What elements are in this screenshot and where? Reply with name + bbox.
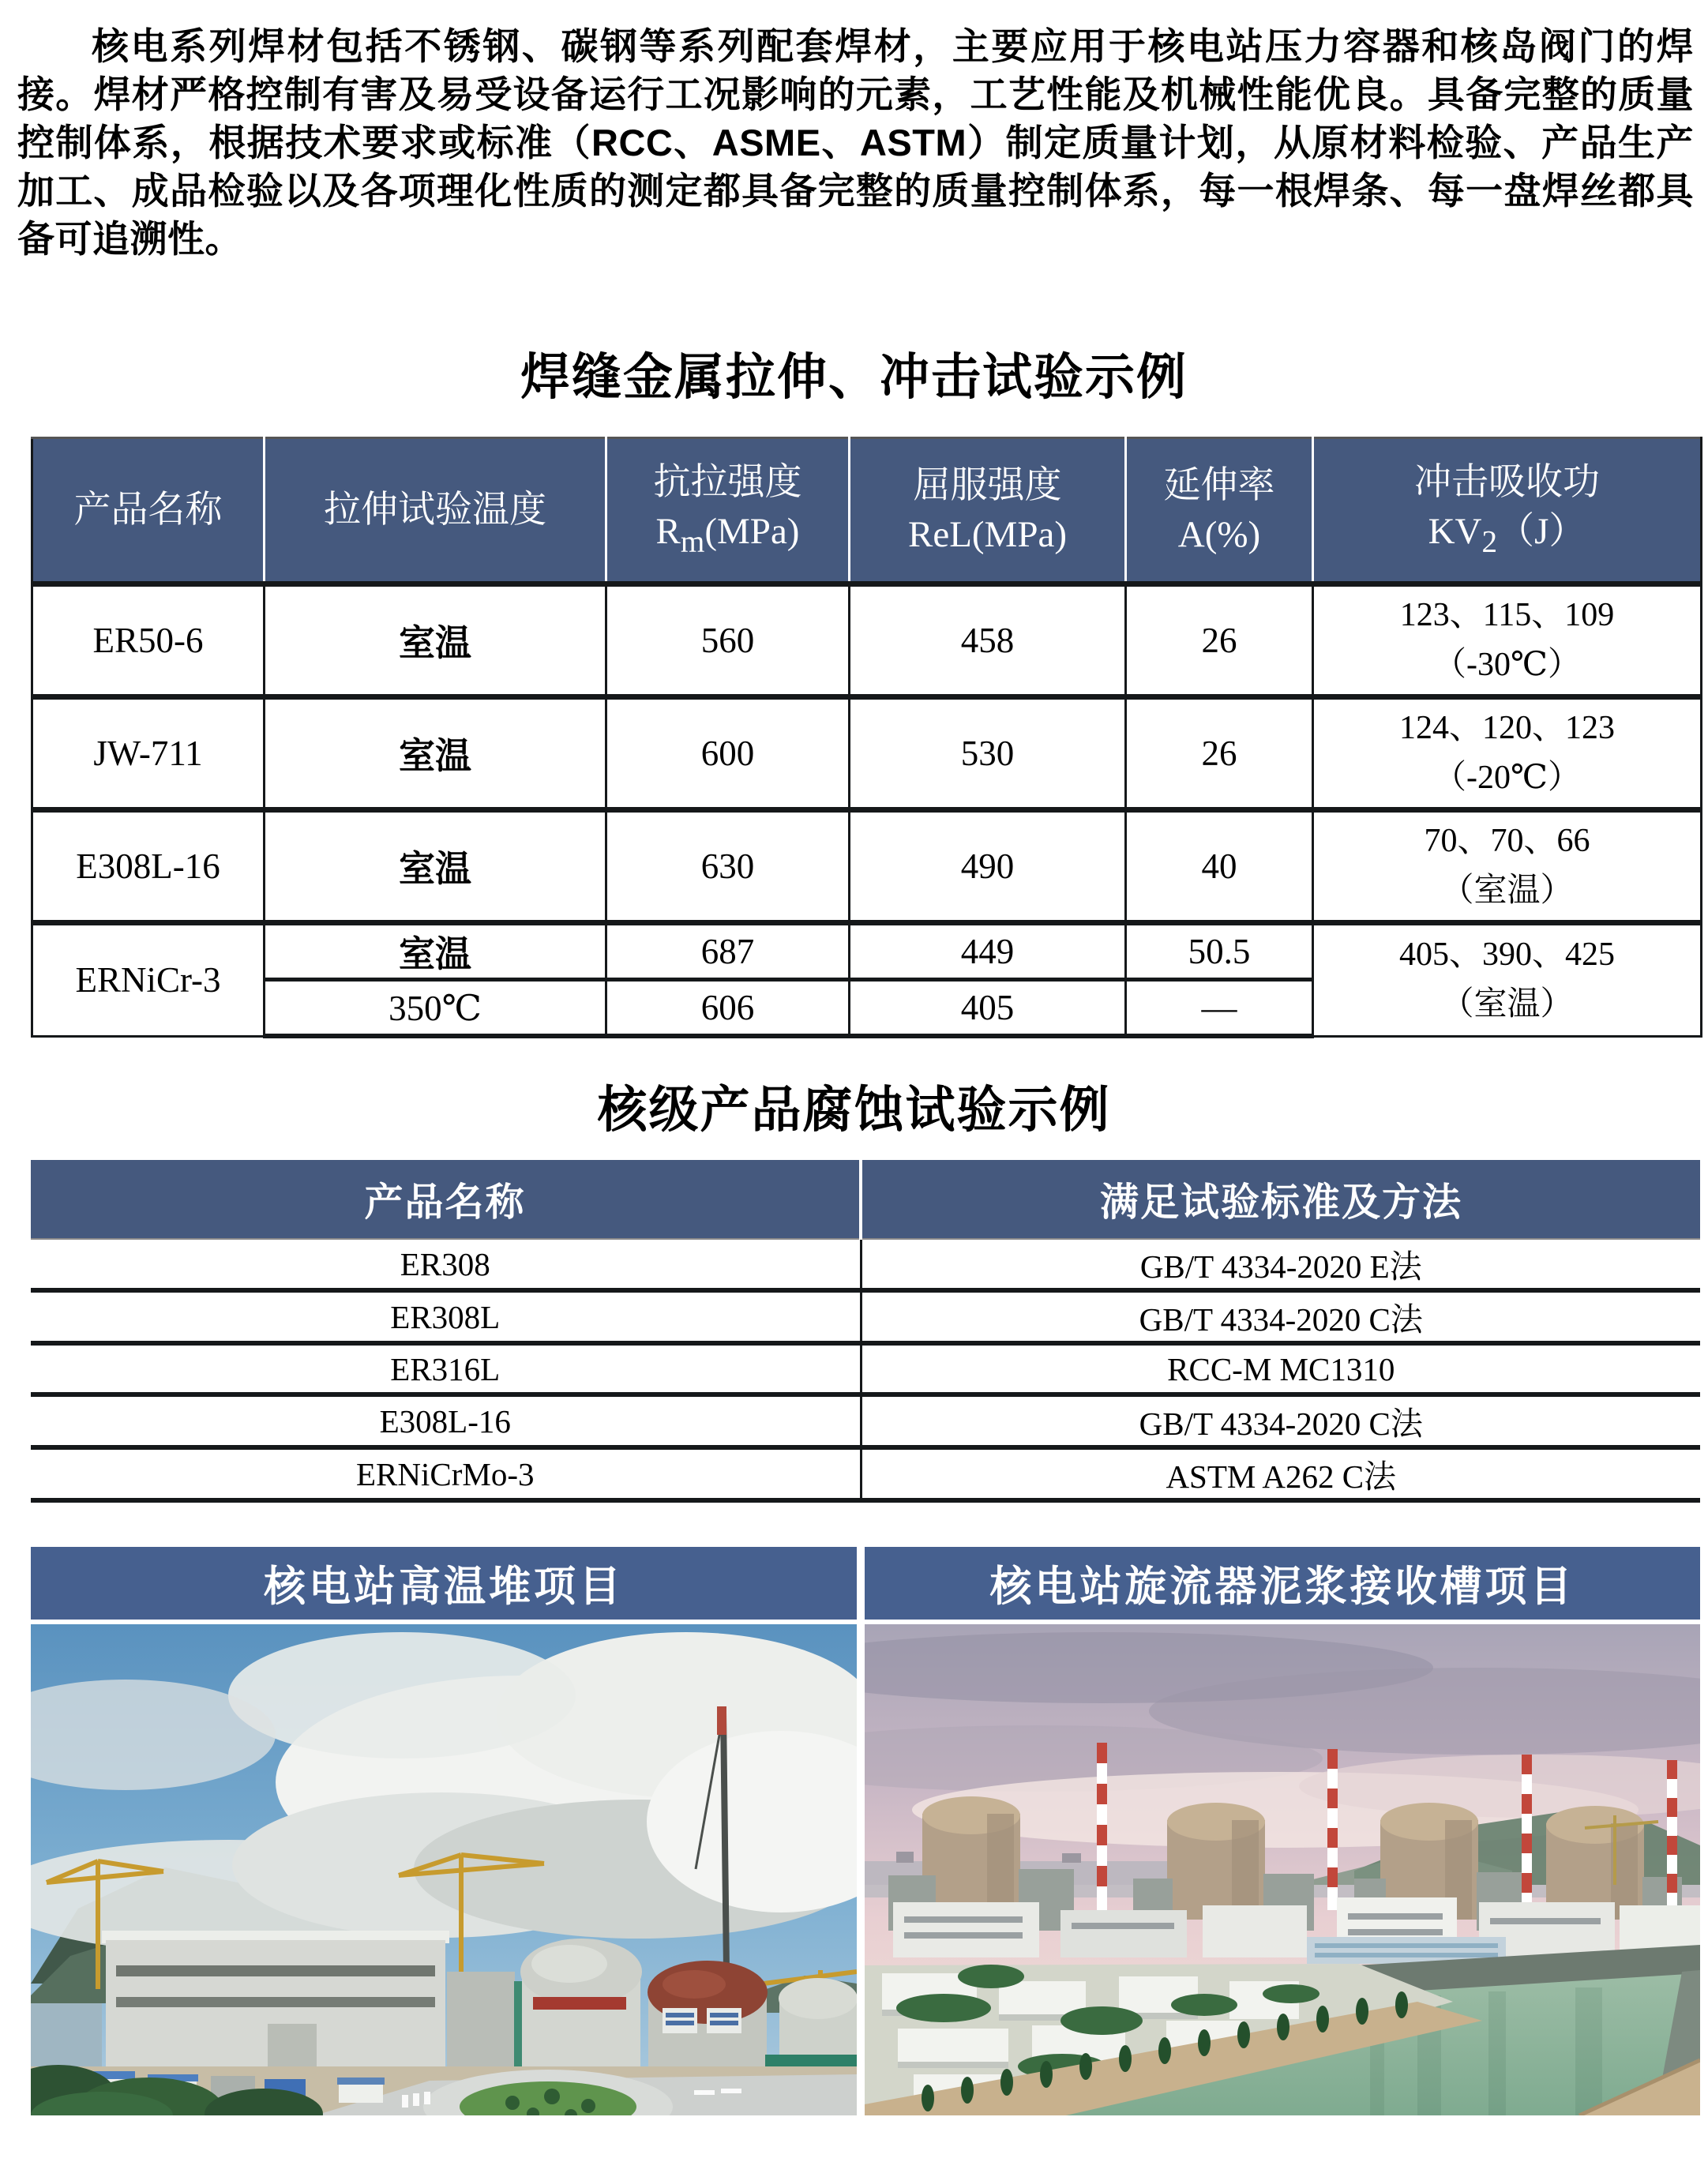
cell-impact: 123、115、109 （-30℃） (1313, 584, 1702, 697)
elongation-symbol: A(%) (1177, 514, 1261, 555)
cell-elongation: — (1126, 980, 1313, 1037)
yield-symbol: ReL(MPa) (907, 514, 1067, 555)
col-header-temperature: 拉伸试验温度 (265, 438, 606, 584)
col-header-product: 产品名称 (32, 438, 265, 584)
col-header-product: 产品名称 (31, 1160, 861, 1239)
corrosion-test-table (31, 1160, 1700, 1503)
corrosion-header-row (31, 1160, 1700, 1239)
cell-product: ER316L (31, 1343, 861, 1394)
cell-impact: 124、120、123 （-20℃） (1313, 697, 1702, 810)
table-row-er50-6 (32, 584, 1702, 697)
photo-row (31, 1624, 1700, 2115)
cell-product: ERNiCrMo-3 (31, 1447, 861, 1500)
cell-rel: 530 (850, 697, 1126, 810)
tensile-symbol: $R_m(MPa)$ (655, 510, 800, 559)
cell-rel: 490 (850, 810, 1126, 923)
table-row-er316l (31, 1343, 1700, 1394)
left-photo-nuclear-htr-project (31, 1624, 857, 2115)
table-row-e308l-16 (31, 1394, 1700, 1447)
cell-temperature: 室温 (265, 697, 606, 810)
cell-standard: GB/T 4334-2020 C法 (861, 1290, 1700, 1343)
impact-symbol: $KV_2(J)$ (1428, 510, 1586, 559)
cell-temperature: 室温 (265, 584, 606, 697)
intro-paragraph: 核电系列焊材包括不锈钢、碳钢等系列配套焊材，主要应用于核电站压力容器和核岛阀门的焊接。焊材严格控制有害及易受设备运行工况影响的元素，工艺性能及机械性能优良。具备完整的质量控制体系，根据技术要求或标准（RCC、ASME、ASTM）制定质量计划，从原材料检验、产品生产加工、成品检验以及各项理化性质的测定都具备完整的质量控制体系，每一根焊条、每一盘焊丝都具备可追溯性。 (17, 25, 1694, 260)
cell-rm: 606 (606, 980, 850, 1037)
cell-temperature: 室温 (265, 923, 606, 980)
cell-temperature: 350℃ (265, 980, 606, 1037)
cell-elongation: 26 (1126, 584, 1313, 697)
cell-product: ERNiCr-3 (32, 923, 265, 1037)
cell-standard: GB/T 4334-2020 E法 (861, 1239, 1700, 1290)
cell-rm: 630 (606, 810, 850, 923)
cell-elongation: 26 (1126, 697, 1313, 810)
tensile-table-title: 焊缝金属拉伸、冲击试验示例 (520, 350, 1188, 405)
cell-elongation: 50.5 (1126, 923, 1313, 980)
cell-elongation: 40 (1126, 810, 1313, 923)
table-row-ernicr-3-rt (32, 923, 1702, 980)
corrosion-table-title: 核级产品腐蚀试验示例 (597, 1083, 1111, 1138)
cell-rm: 600 (606, 697, 850, 810)
table-row-jw-711 (32, 697, 1702, 810)
col-header-yield-strength: 屈服强度 ReL(MPa) (850, 438, 1126, 584)
cell-product: ER308 (31, 1239, 861, 1290)
left-photo-caption: 核电站高温堆项目 (31, 1547, 857, 1620)
cell-rel: 449 (850, 923, 1126, 980)
cell-standard: RCC-M MC1310 (861, 1343, 1700, 1394)
col-header-tensile-strength: 抗拉强度 $R_m(MPa)$ (606, 438, 850, 584)
cell-product: ER50-6 (32, 584, 265, 697)
tensile-header-row (32, 438, 1702, 584)
table-row-e308l-16 (32, 810, 1702, 923)
cell-standard: ASTM A262 C法 (861, 1447, 1700, 1500)
right-photo-illustration (865, 1624, 1700, 2115)
table-row-er308l (31, 1290, 1700, 1343)
table-row-ernicrmo-3 (31, 1447, 1700, 1500)
cell-impact: 70、70、66 （室温） (1313, 810, 1702, 923)
cell-product: ER308L (31, 1290, 861, 1343)
cell-product: E308L-16 (31, 1394, 861, 1447)
right-photo-caption: 核电站旋流器泥浆接收槽项目 (865, 1547, 1700, 1620)
left-photo-illustration (31, 1624, 857, 2115)
cell-standard: GB/T 4334-2020 C法 (861, 1394, 1700, 1447)
tensile-impact-table (31, 437, 1702, 1038)
cell-rel: 405 (850, 980, 1126, 1037)
photo-caption-row (31, 1547, 1700, 1620)
cell-temperature: 室温 (265, 810, 606, 923)
cell-rm: 560 (606, 584, 850, 697)
col-header-elongation: 延伸率 A(%) (1126, 438, 1313, 584)
right-photo-nuclear-cyclone-project (865, 1624, 1700, 2115)
cell-product: JW-711 (32, 697, 265, 810)
col-header-standard: 满足试验标准及方法 (861, 1160, 1700, 1239)
cell-rm: 687 (606, 923, 850, 980)
table-row-er308 (31, 1239, 1700, 1290)
cell-product: E308L-16 (32, 810, 265, 923)
cell-rel: 458 (850, 584, 1126, 697)
cell-impact: 405、390、425 （室温） (1313, 923, 1702, 1037)
col-header-impact-energy: 冲击吸收功 $KV_2(J)$ (1313, 438, 1702, 584)
